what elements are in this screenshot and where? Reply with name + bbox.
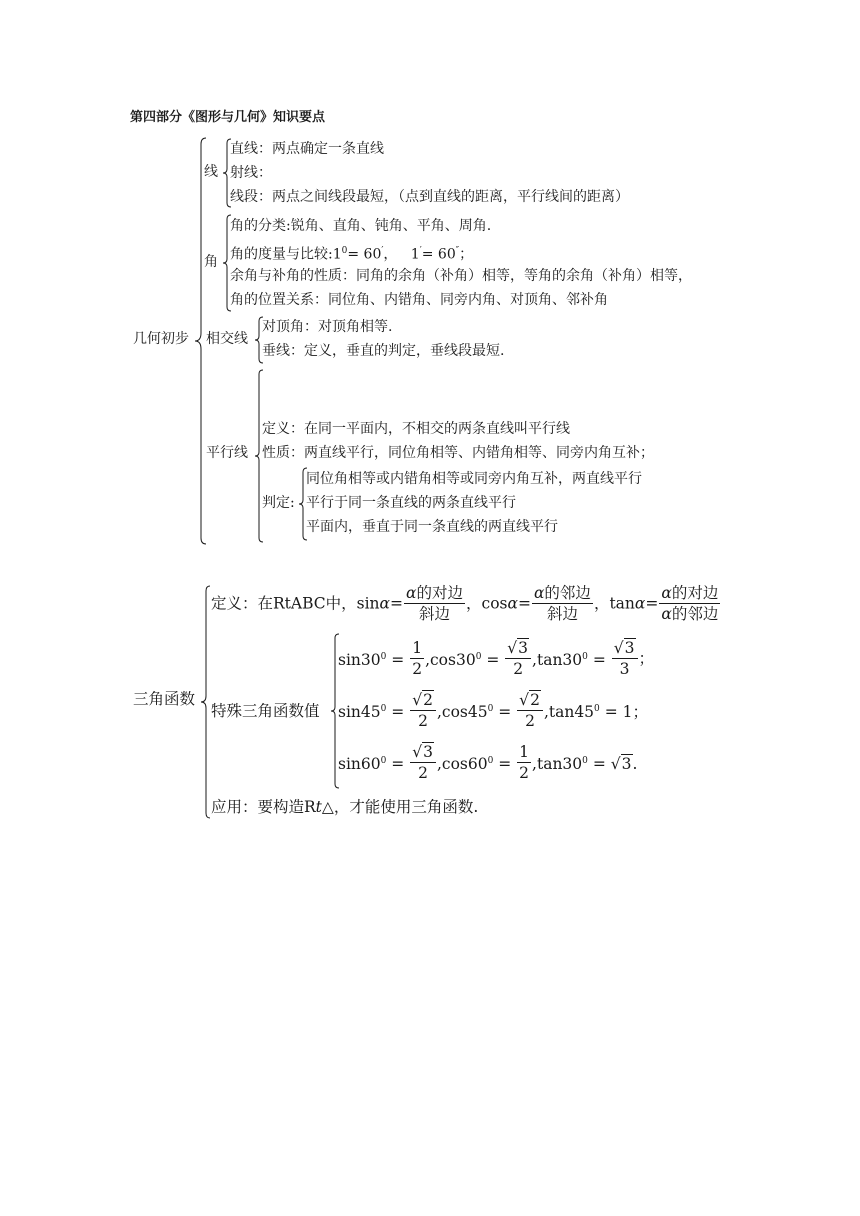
special-row-30: $\sin 30^0$ = $\frac{1}{2}$ $,\cos 30^0$ = $\frac{√3}{2}$ $,\tan 30^0$ = $\frac{√3}{3}$ ； bbox=[338, 639, 655, 678]
page-title: 第四部分《图形与几何》知识要点 bbox=[130, 110, 326, 125]
trig-special-label: 特殊三角函数值 bbox=[211, 702, 320, 720]
angle-item-complement: 余角与补角的性质：同角的余角（补角）相等，等角的余角（补角）相等， bbox=[230, 268, 692, 284]
trig-root-label: 三角函数 bbox=[133, 690, 196, 708]
intersect-item-vertical-angle: 对顶角：对顶角相等. bbox=[262, 319, 393, 335]
angle-item-measure: 角的度量与比较$:1^0= 60'$， 1′= 60″； bbox=[230, 246, 474, 263]
angle-item-position: 角的位置关系：同位角、内错角、同旁内角、对顶角、邻补角 bbox=[230, 292, 608, 308]
judge-item-parallel-same: 平行于同一条直线的两条直线平行 bbox=[306, 495, 516, 511]
geometry-root-label: 几何初步 bbox=[133, 331, 189, 347]
trig-definition: 定义：在RtABC中，sinα= $\frac{\text{α的对边}}{\text{斜边}}$ ，cosα= $\frac{\text{α的邻边}}{\text{斜边}}$ ，tanα= $\frac{\text{α的对边}}{\text{α的邻边}}$ bbox=[211, 584, 719, 623]
trig-application: 应用：要构造Rt△，才能使用三角函数. bbox=[211, 798, 479, 816]
parallel-judge-label: 判定: bbox=[262, 495, 295, 511]
special-row-60: $\sin 60^0$ = $\frac{√3}{2}$ $,\cos 60^0$ = $\frac{1}{2}$ $,\tan 30^0 = √3$. bbox=[338, 743, 638, 782]
judge-item-perpendicular-same: 平面内，垂直于同一条直线的两直线平行 bbox=[306, 519, 558, 535]
angle-item-classification: 角的分类:锐角、直角、钝角、平角、周角. bbox=[230, 218, 492, 234]
line-item-segment: 线段：两点之间线段最短，（点到直线的距离，平行线间的距离） bbox=[230, 189, 629, 205]
line-item-ray: 射线： bbox=[230, 165, 272, 181]
line-label: 线 bbox=[204, 164, 218, 180]
judge-item-angles: 同位角相等或内错角相等或同旁内角互补，两直线平行 bbox=[306, 471, 642, 487]
parallel-label: 平行线 bbox=[206, 445, 248, 461]
parallel-definition: 定义：在同一平面内，不相交的两条直线叫平行线 bbox=[262, 421, 570, 437]
intersect-label: 相交线 bbox=[206, 331, 248, 347]
intersect-item-perpendicular: 垂线：定义，垂直的判定，垂线段最短. bbox=[262, 343, 505, 359]
angle-label: 角 bbox=[204, 254, 218, 270]
special-row-45: $\sin 45^0$ = $\frac{√2}{2}$ $,\cos 45^0$ = $\frac{√2}{2}$ $,\tan 45^0 = 1$； bbox=[338, 691, 649, 730]
parallel-property: 性质：两直线平行，同位角相等、内错角相等、同旁内角互补； bbox=[262, 445, 654, 461]
line-item-straight: 直线：两点确定一条直线 bbox=[230, 141, 384, 157]
